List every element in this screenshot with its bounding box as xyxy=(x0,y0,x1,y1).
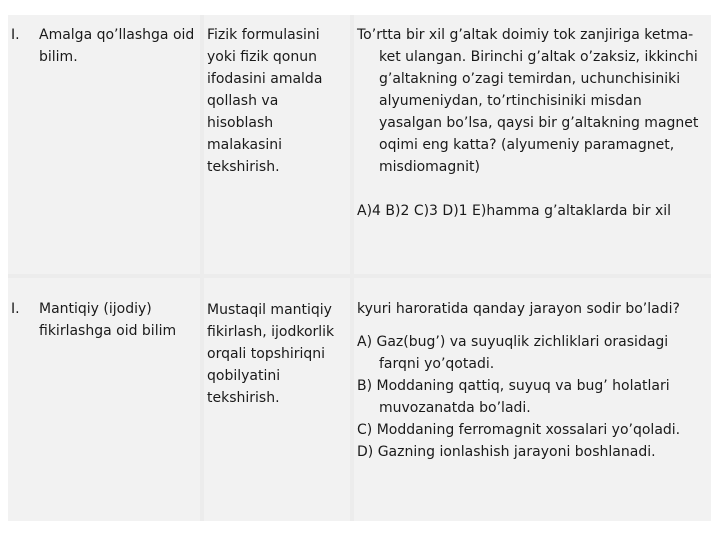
answer-option: B) Moddaning qattiq, suyuq va bug’ holatlari muvozanatda bo’ladi. xyxy=(357,378,670,416)
answer-option: D) Gazning ionlashish jarayoni boshlanadi. xyxy=(357,444,656,460)
description-text: Fizik formulasini yoki fizik qonun ifodasini amalda qollash va hisoblash malakasini tekshirish. xyxy=(207,27,323,175)
criterion-cell xyxy=(8,278,200,521)
roman-numeral: I. xyxy=(11,27,20,43)
answer-choices: A)4 B)2 C)3 D)1 E)hamma g’altaklarda bir xil xyxy=(357,203,672,219)
description-cell xyxy=(204,15,350,274)
question-text: kyuri haroratida qanday jarayon sodir bo’ladi? xyxy=(357,301,680,317)
answer-option: C) Moddaning ferromagnit xossalari yo’qoladi. xyxy=(357,422,681,438)
assessment-table xyxy=(8,15,711,521)
question-text: To’rtta bir xil g’altak doimiy tok zanjiriga ketma-ket ulangan. Birinchi g’altak o’zaksiz, ikkinchi g’altakning o’zagi temirdan, uchunchisiniki alyumeniydan, to’rtinchisiniki misdan yasalgan bo’lsa, qaysi bir g’altakning magnet oqimi eng katta? (alyumeniy paramagnet, misdiomagnit) xyxy=(357,27,699,175)
criterion-text: Mantiqiy (ijodiy) fikirlashga oid bilim xyxy=(39,301,177,339)
task-cell xyxy=(354,278,711,521)
roman-numeral: I. xyxy=(11,301,20,317)
criterion-text: Amalga qo’llashga oid bilim. xyxy=(39,27,195,65)
task-cell xyxy=(354,15,711,274)
answer-options xyxy=(357,331,707,463)
description-text: Mustaqil mantiqiy fikirlash, ijodkorlik orqali topshiriqni qobilyatini tekshirish. xyxy=(207,302,335,406)
criterion-cell xyxy=(8,15,200,274)
answer-option: A) Gaz(bug’) va suyuqlik zichliklari orasidagi farqni yo’qotadi. xyxy=(357,334,669,372)
description-cell xyxy=(204,278,350,521)
